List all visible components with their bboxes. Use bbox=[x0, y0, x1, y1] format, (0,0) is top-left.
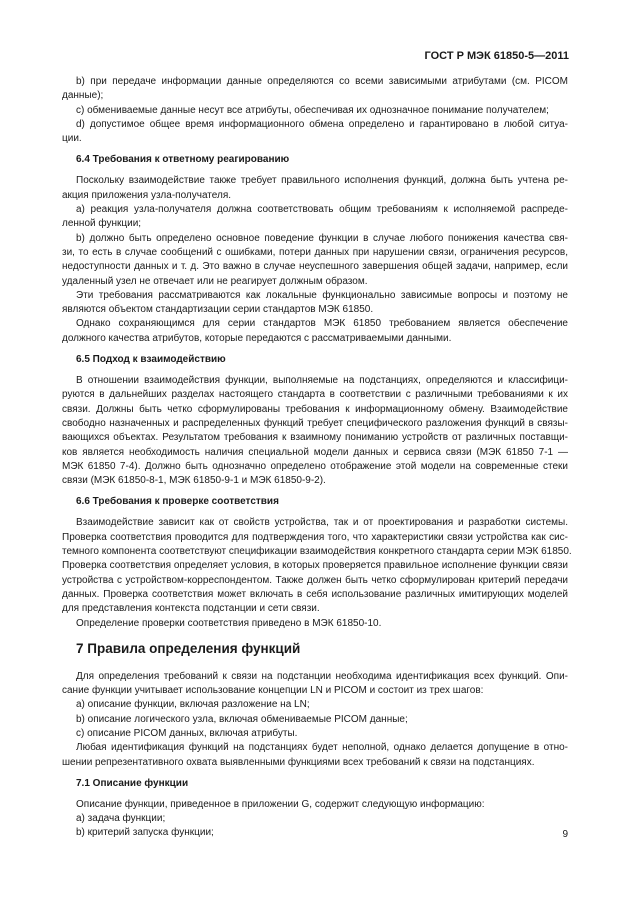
page-number: 9 bbox=[562, 829, 568, 840]
text-line: должного качества атрибутов, которые передаются с рассматриваемыми данными. bbox=[62, 332, 452, 344]
text-line: b) при передаче информации данные определяются со всеми зависимыми атрибутами (см. PICOM bbox=[76, 76, 568, 87]
paragraph bbox=[62, 826, 568, 840]
text-line: шении репрезентативного охвата выявленными функциями всех требований к связи на подстанциях. bbox=[62, 756, 535, 768]
text-line: b) критерий запуска функции; bbox=[76, 827, 214, 839]
paragraph bbox=[62, 741, 568, 770]
document-body bbox=[62, 75, 572, 841]
paragraph bbox=[62, 713, 568, 727]
text-line: c) описание PICOM данных, включая атрибуты. bbox=[76, 727, 298, 739]
text-line: темного компонента соответствуют спецификации взаимодействия конкретного стандарта серии МЭК 61850. bbox=[62, 546, 572, 558]
subsection-heading: 6.5 Подход к взаимодействию bbox=[76, 354, 226, 366]
paragraph bbox=[62, 317, 568, 346]
text-line: b) должно быть определено основное поведение функции в случае любого понижения качества свя- bbox=[76, 232, 568, 244]
paragraph bbox=[62, 75, 568, 104]
text-line: недоступности данных и т. д. Это важно в случае неуспешного завершения общей задачи, например, если bbox=[62, 261, 568, 273]
text-line: Эти требования рассматриваются как локальные функционально зависимые вопросы и поэтому не bbox=[76, 289, 568, 301]
paragraph bbox=[62, 798, 568, 812]
subsection-heading: 6.4 Требования к ответному реагированию bbox=[76, 154, 290, 166]
text-line: устройства с устройством-корреспондентом. Также должен быть четко сформулирован критерий передачи bbox=[62, 574, 568, 586]
text-line: удаленный узел не отвечает или не реагирует должным образом. bbox=[62, 275, 368, 287]
paragraph bbox=[62, 118, 568, 147]
text-line: Для определения требований к связи на подстанции необходима идентификация всех функций. Опи- bbox=[76, 670, 568, 682]
text-line: Любая идентификация функций на подстанциях будет неполной, однако делается допущение в отно- bbox=[76, 742, 568, 754]
text-line: свободно назначенных и распределенных функций требует специфического разложения функций в связы- bbox=[62, 417, 568, 429]
paragraph bbox=[62, 617, 568, 631]
text-line: c) обмениваемые данные несут все атрибуты, обеспечивая их однозначное понимание получателем; bbox=[76, 104, 549, 116]
text-line: Определение проверки соответствия приведено в МЭК 61850-10. bbox=[76, 617, 382, 629]
text-line: a) задача функции; bbox=[76, 813, 166, 825]
text-line: Взаимодействие зависит как от свойств устройства, так и от проектирования и разработки системы. bbox=[76, 517, 568, 529]
text-line: связи (МЭК 61850-8-1, МЭК 61850-9-1 и МЭК 61850-9-2). bbox=[62, 475, 326, 487]
text-line: Описание функции, приведенное в приложении G, содержит следующую информацию: bbox=[76, 798, 485, 810]
text-line: связи. Должны быть четко сформулированы требования к информационному обмену. Взаимодействие bbox=[62, 403, 568, 415]
text-line: b) описание логического узла, включая обмениваемые PICOM данные; bbox=[76, 713, 408, 725]
text-line: зи, то есть в случае сообщений с ошибками, потери данных при нарушении связи, ограничения ресурсов, bbox=[62, 246, 568, 258]
paragraph bbox=[62, 374, 568, 488]
paragraph bbox=[62, 516, 572, 616]
text-line: a) описание функции, включая разложение на LN; bbox=[76, 699, 310, 711]
section-heading: 7 Правила определения функций bbox=[76, 640, 301, 656]
paragraph bbox=[62, 727, 568, 741]
paragraph bbox=[62, 232, 568, 289]
paragraph bbox=[62, 174, 568, 203]
text-line: данные); bbox=[62, 90, 104, 102]
text-line: сание функции учитывает использование концепции LN и PICOM и состоит из трех шагов: bbox=[62, 685, 484, 697]
text-line: для представления контекста подстанции и сети связи. bbox=[62, 603, 320, 615]
paragraph bbox=[62, 203, 568, 232]
text-line: акция приложения узла-получателя. bbox=[62, 189, 232, 201]
subsection-heading: 7.1 Описание функции bbox=[76, 777, 189, 789]
paragraph bbox=[62, 812, 568, 826]
subsection-heading: 6.6 Требования к проверке соответствия bbox=[76, 496, 279, 508]
paragraph bbox=[62, 104, 568, 118]
paragraph bbox=[62, 289, 568, 318]
text-line: вающихся объектах. Результатом требования к взаимному пониманию устройств от различных поставщи- bbox=[62, 432, 568, 444]
document-header: ГОСТ Р МЭК 61850-5—2011 bbox=[424, 50, 569, 62]
text-line: МЭК 61850 7-4). Должно быть однозначно определено отображение этой модели на современные стеки bbox=[62, 460, 568, 472]
text-line: a) реакция узла-получателя должна соответствовать общим требованиям к исполняемой распреде- bbox=[76, 204, 568, 216]
text-line: Проверка соответствия определяет условия, в которых проверяется правильное исполнение функции связи bbox=[62, 560, 568, 572]
paragraph bbox=[62, 698, 568, 712]
text-line: ленной функции; bbox=[62, 218, 142, 230]
text-line: Однако сохраняющимся для серии стандартов МЭК 61850 требованием является обеспечение bbox=[76, 318, 568, 330]
paragraph bbox=[62, 670, 568, 699]
text-line: d) допустимое общее время информационного обмена определено и гарантировано в любой ситуа- bbox=[76, 118, 568, 130]
text-line: ков является необходимость наличия специальной модели данных и сервиса связи (МЭК 61850 7-1 — bbox=[62, 446, 568, 458]
text-line: В отношении взаимодействия функции, выполняемые на подстанциях, определяются и классифици- bbox=[76, 375, 568, 387]
text-line: данных. Проверка соответствия может включать в себя использование различных имитирующих моделей bbox=[62, 588, 568, 600]
text-line: Проверка соответствия проводится для подтверждения того, что характеристики связи устройства как сис- bbox=[62, 531, 568, 543]
text-line: Поскольку взаимодействие также требует правильного исполнения функций, должна быть учтена ре- bbox=[76, 175, 568, 187]
text-line: являются объектом стандартизации серии стандартов МЭК 61850. bbox=[62, 304, 374, 316]
text-line: руются в дальнейших разделах настоящего стандарта в соответствии с различными требованиями к их bbox=[62, 389, 568, 401]
text-line: ции. bbox=[62, 133, 82, 145]
